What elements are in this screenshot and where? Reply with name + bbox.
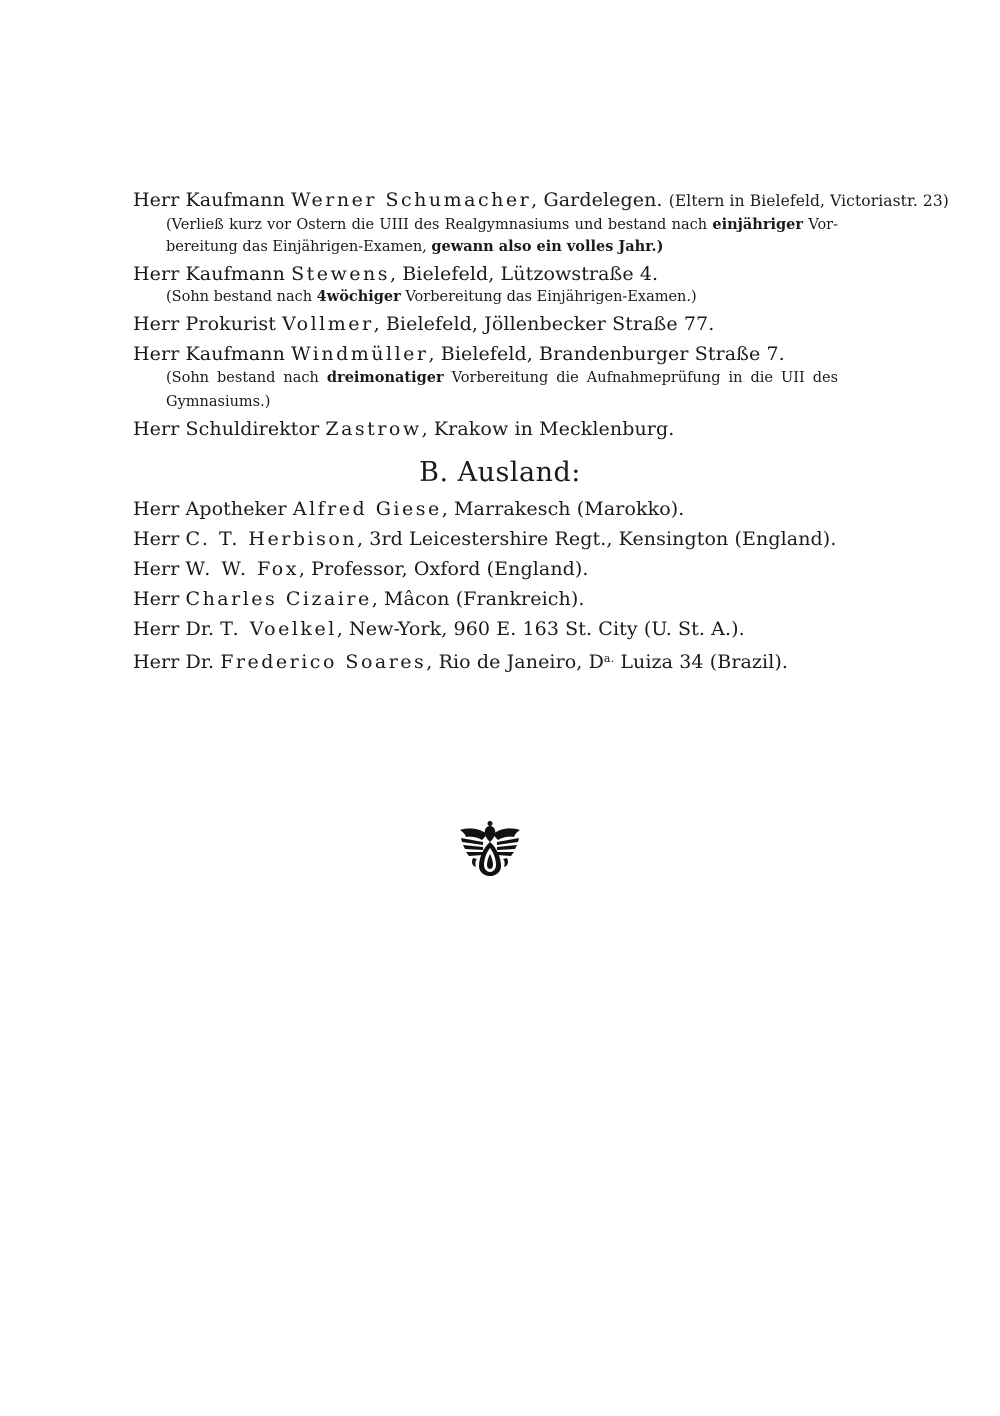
entry-title: Herr Kaufmann	[133, 189, 285, 211]
entry-name: Alfred Giese	[292, 498, 442, 520]
entry-giese	[133, 497, 853, 521]
entry-location: , Professor, Oxford (England).	[298, 558, 589, 580]
entry-main-line	[133, 497, 853, 521]
entry-main-line	[133, 587, 853, 611]
entry-location: , Bielefeld, Lützowstraße 4.	[389, 263, 659, 285]
entry-name: Charles Cizaire	[185, 588, 372, 610]
entry-main-line	[133, 527, 853, 551]
entry-main-line	[133, 312, 853, 336]
entry-fox	[133, 557, 853, 581]
entry-main-line	[133, 262, 853, 286]
note-bold-text: dreimonatiger	[326, 369, 444, 386]
entry-note-line	[166, 214, 838, 236]
entry-main-line	[133, 342, 853, 366]
note-text: (Sohn bestand nach	[166, 370, 319, 386]
entry-location: , Krakow in Mecklenburg.	[421, 418, 675, 440]
entry-location: , Rio de Janeiro, D	[426, 651, 604, 673]
entry-location: Luiza 34 (Brazil).	[614, 651, 789, 673]
note-text: Vorbereitung die Aufnahmeprüfung in die UII des	[451, 370, 839, 386]
note-text: (Sohn bestand nach	[166, 289, 313, 305]
entry-title: Herr Apotheker	[133, 498, 287, 520]
entry-name: Windmüller	[291, 343, 429, 365]
entry-name: Zastrow	[325, 418, 422, 440]
entry-name: T. Voelkel	[220, 618, 337, 640]
entry-zastrow	[133, 417, 853, 441]
entry-cizaire	[133, 587, 853, 611]
note-text: Gymnasiums.)	[166, 394, 271, 410]
entry-main-line	[133, 557, 853, 581]
entry-title: Herr Kaufmann	[133, 263, 285, 285]
entry-name: C. T. Herbison	[185, 528, 357, 550]
entry-title: Herr Schuldirektor	[133, 418, 320, 440]
entry-location: , Bielefeld, Brandenburger Straße 7.	[428, 343, 785, 365]
entry-soares	[133, 647, 853, 674]
entry-vollmer	[133, 312, 853, 336]
note-text: Vor-	[808, 217, 839, 233]
entry-extra: (Eltern in Bielefeld, Victoriastr. 23)	[668, 192, 949, 210]
entry-voelkel	[133, 617, 853, 641]
entry-location: , New-York, 960 E. 163 St. City (U. St. A.).	[336, 618, 745, 640]
entry-note-line	[166, 286, 838, 308]
entry-note-line	[166, 367, 838, 389]
entry-title: Herr	[133, 558, 180, 580]
entry-location: , Marrakesch (Marokko).	[441, 498, 685, 520]
entry-name: Vollmer	[282, 313, 374, 335]
note-bold-text: 4wöchiger	[316, 288, 401, 305]
entry-location: , Bielefeld, Jöllenbecker Straße 77.	[373, 313, 715, 335]
entry-herbison	[133, 527, 853, 551]
entry-location-superscript: a.	[603, 652, 615, 665]
floral-vignette-svg	[457, 820, 523, 878]
note-bold-text: gewann also ein volles Jahr.)	[431, 238, 664, 255]
entry-title: Herr	[133, 588, 180, 610]
entry-title: Herr Dr.	[133, 618, 215, 640]
entry-stewens	[133, 262, 853, 286]
entry-windmueller	[133, 342, 853, 366]
entry-name: Stewens	[291, 263, 390, 285]
entry-note-line	[166, 236, 838, 258]
entry-title: Herr	[133, 528, 180, 550]
entry-title: Herr Dr.	[133, 651, 215, 673]
entry-main-line	[133, 188, 949, 213]
floral-vignette-icon	[457, 820, 523, 878]
entry-note-line	[166, 391, 838, 413]
entry-location: , Gardelegen.	[531, 189, 663, 211]
entry-name: Frederico Soares	[220, 651, 427, 673]
entry-main-line	[133, 647, 853, 674]
entry-main-line	[133, 617, 853, 641]
note-bold-text: einjähriger	[712, 216, 803, 233]
note-text: Vorbereitung das Einjährigen-Examen.)	[405, 289, 697, 305]
entry-location: , Mâcon (Frankreich).	[371, 588, 585, 610]
entry-location: , 3rd Leicestershire Regt., Kensington (England).	[357, 528, 837, 550]
note-text: bereitung das Einjährigen-Examen,	[166, 239, 427, 255]
section-heading-ausland: B. Ausland:	[419, 457, 581, 488]
entry-main-line	[133, 417, 853, 441]
entry-name: Werner Schumacher	[291, 189, 532, 211]
note-text: (Verließ kurz vor Ostern die UIII des Realgymnasiums und bestand nach	[166, 217, 708, 233]
entry-title: Herr Prokurist	[133, 313, 277, 335]
entry-name: W. W. Fox	[185, 558, 299, 580]
entry-title: Herr Kaufmann	[133, 343, 285, 365]
entry-schumacher	[133, 188, 949, 213]
